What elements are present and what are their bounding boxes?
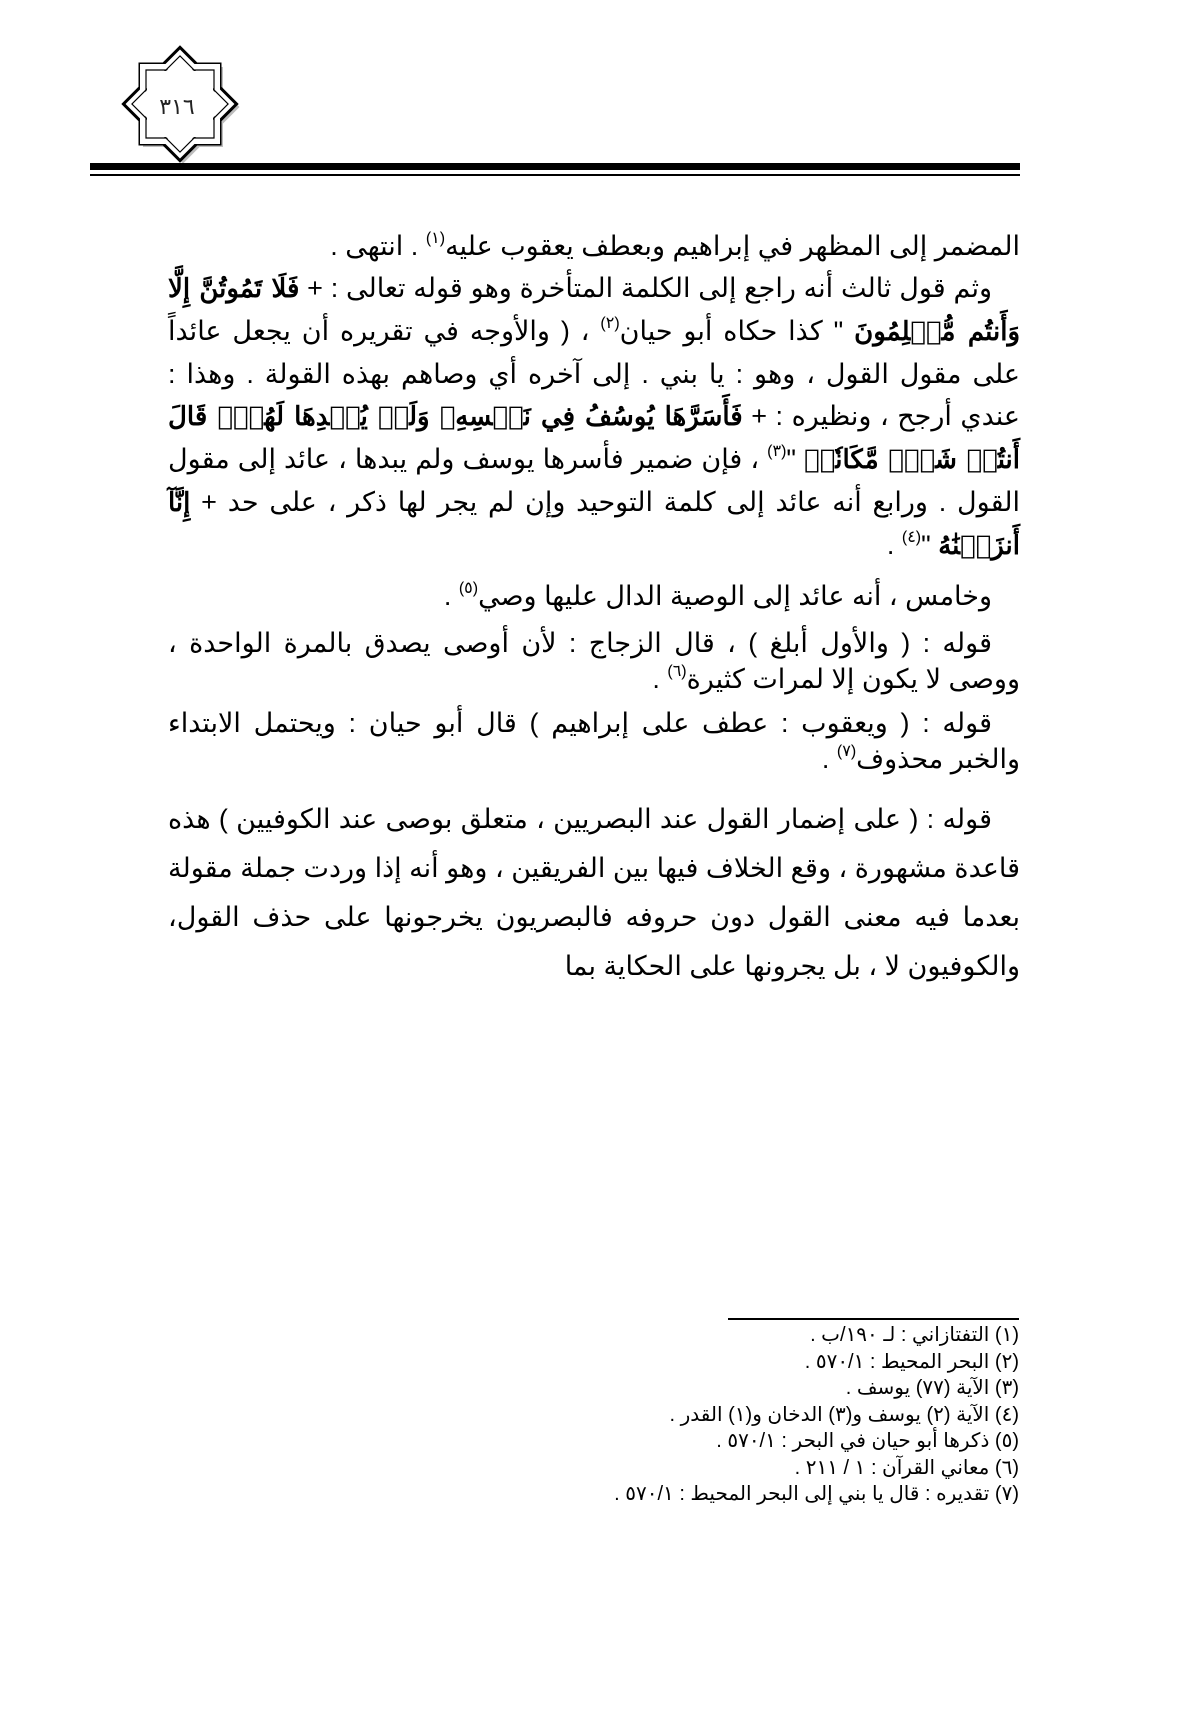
- footnote-ref[interactable]: (٤): [901, 529, 922, 546]
- quran-quote: إِنَّآ أَنزَلۡنَٰهُ: [168, 488, 1020, 561]
- footnote-3: (٣) الآية (٧٧) يوسف .: [845, 1377, 1019, 1399]
- footnote-4: (٤) الآية (٢) يوسف و(٣) الدخان و(١) القدر .: [669, 1403, 1019, 1426]
- quran-quote: فَلَا تَمُوتُنَّ إِلَّا وَأَنتُم مُّسۡلِمُونَ: [168, 274, 1021, 347]
- footnote-ref[interactable]: (٣): [767, 443, 787, 460]
- header-rule-thick: [90, 163, 1020, 170]
- paragraph-6: قوله : ( على إضمار القول عند البصريين ، متعلق بوصى عند الكوفيين ) هذه قاعدة مشهورة ، وقع الخلاف فيها بين الفريقين ، وهو أنه إذا وردت جملة مقولة بعدما فيه معنى القول دون حروفه فالبصريون يخرجونها على حذف القول، والكوفيون لا ، بل يجرونها على الحكاية بما: [168, 804, 1020, 981]
- footnote-6: (٦) معاني القرآن : ١ / ٢١١ .: [794, 1456, 1019, 1479]
- header-rule-thin: [90, 174, 1020, 176]
- footnote-separator: [728, 1318, 1019, 1320]
- footnote-ref[interactable]: (٥): [458, 580, 479, 597]
- footnote-5: (٥) ذكرها أبو حيان في البحر : ٥٧٠/١ .: [716, 1430, 1019, 1452]
- footnote-ref[interactable]: (٧): [836, 743, 857, 760]
- paragraph-4: قوله : ( والأول أبلغ ) ، قال الزجاج : لأن أوصى يصدق بالمرة الواحدة ، ووصى لا يكون إلا لمرات كثيرة$^{(٦)}$ .: [168, 628, 1020, 694]
- footnote-1: (١) التفتازاني : لـ ١٩٠/ب .: [810, 1324, 1019, 1346]
- footnote-ref[interactable]: (٦): [667, 663, 687, 680]
- footnote-2: (٢) البحر المحيط : ٥٧٠/١ .: [804, 1350, 1019, 1373]
- footnote-7: (٧) تقديره : قال يا بني إلى البحر المحيط : ٥٧٠/١ .: [614, 1483, 1019, 1505]
- page-number: ٣١٦: [159, 94, 195, 120]
- paragraph-1: المضمر إلى المظهر في إبراهيم وبعطف يعقوب عليه$^{(١)}$ . انتهى .: [330, 230, 1020, 261]
- footnote-ref[interactable]: (٢): [600, 315, 620, 332]
- footnote-ref[interactable]: (١): [425, 230, 446, 247]
- main-text: [168, 225, 1020, 991]
- page-number-badge: [112, 42, 242, 172]
- paragraph-5: قوله : ( ويعقوب : عطف على إبراهيم ) قال أبو حيان : ويحتمل الابتداء والخبر محذوف$^{(٧)}$ .: [168, 708, 1020, 774]
- paragraph-2: وثم قول ثالث أنه راجع إلى الكلمة المتأخرة وهو قوله تعالى : + فَلَا تَمُوتُنَّ إِلَّا وَأَنتُم مُّسۡلِمُونَ " كذا حكاه أبو حيان$^{(٢)}$ ، ( والأوجه في تقريره أن يجعل عائداً على مقول القول ، وهو : يا بني . إلى آخره أي وصاهم بهذه القولة . وهذا : عندي أرجح ، ونظيره : + فَأَسَرَّهَا يُوسُفُ فِي نَفۡسِهِۦ وَلَمۡ يُبۡدِهَا لَهُمۡۚ قَالَ أَنتُمۡ شَرّٞ مَّكَانٗاۖ "$^{(٣)}$ ، فإن ضمير فأسرها يوسف ولم يبدها ، عائد إلى مقول القول . ورابع أنه عائد إلى كلمة التوحيد وإن لم يجر لها ذكر ، على حد + إِنَّآ أَنزَلۡنَٰهُ "$^{(٤)}$ .: [168, 273, 1021, 561]
- footnotes: [480, 1322, 1019, 1508]
- paragraph-3: وخامس ، أنه عائد إلى الوصية الدال عليها وصي$^{(٥)}$ .: [443, 580, 992, 611]
- quran-quote: فَأَسَرَّهَا يُوسُفُ فِي نَفۡسِهِۦ وَلَمۡ يُبۡدِهَا لَهُمۡۚ قَالَ أَنتُمۡ شَرّٞ مَّكَانٗاۖ: [168, 402, 1020, 475]
